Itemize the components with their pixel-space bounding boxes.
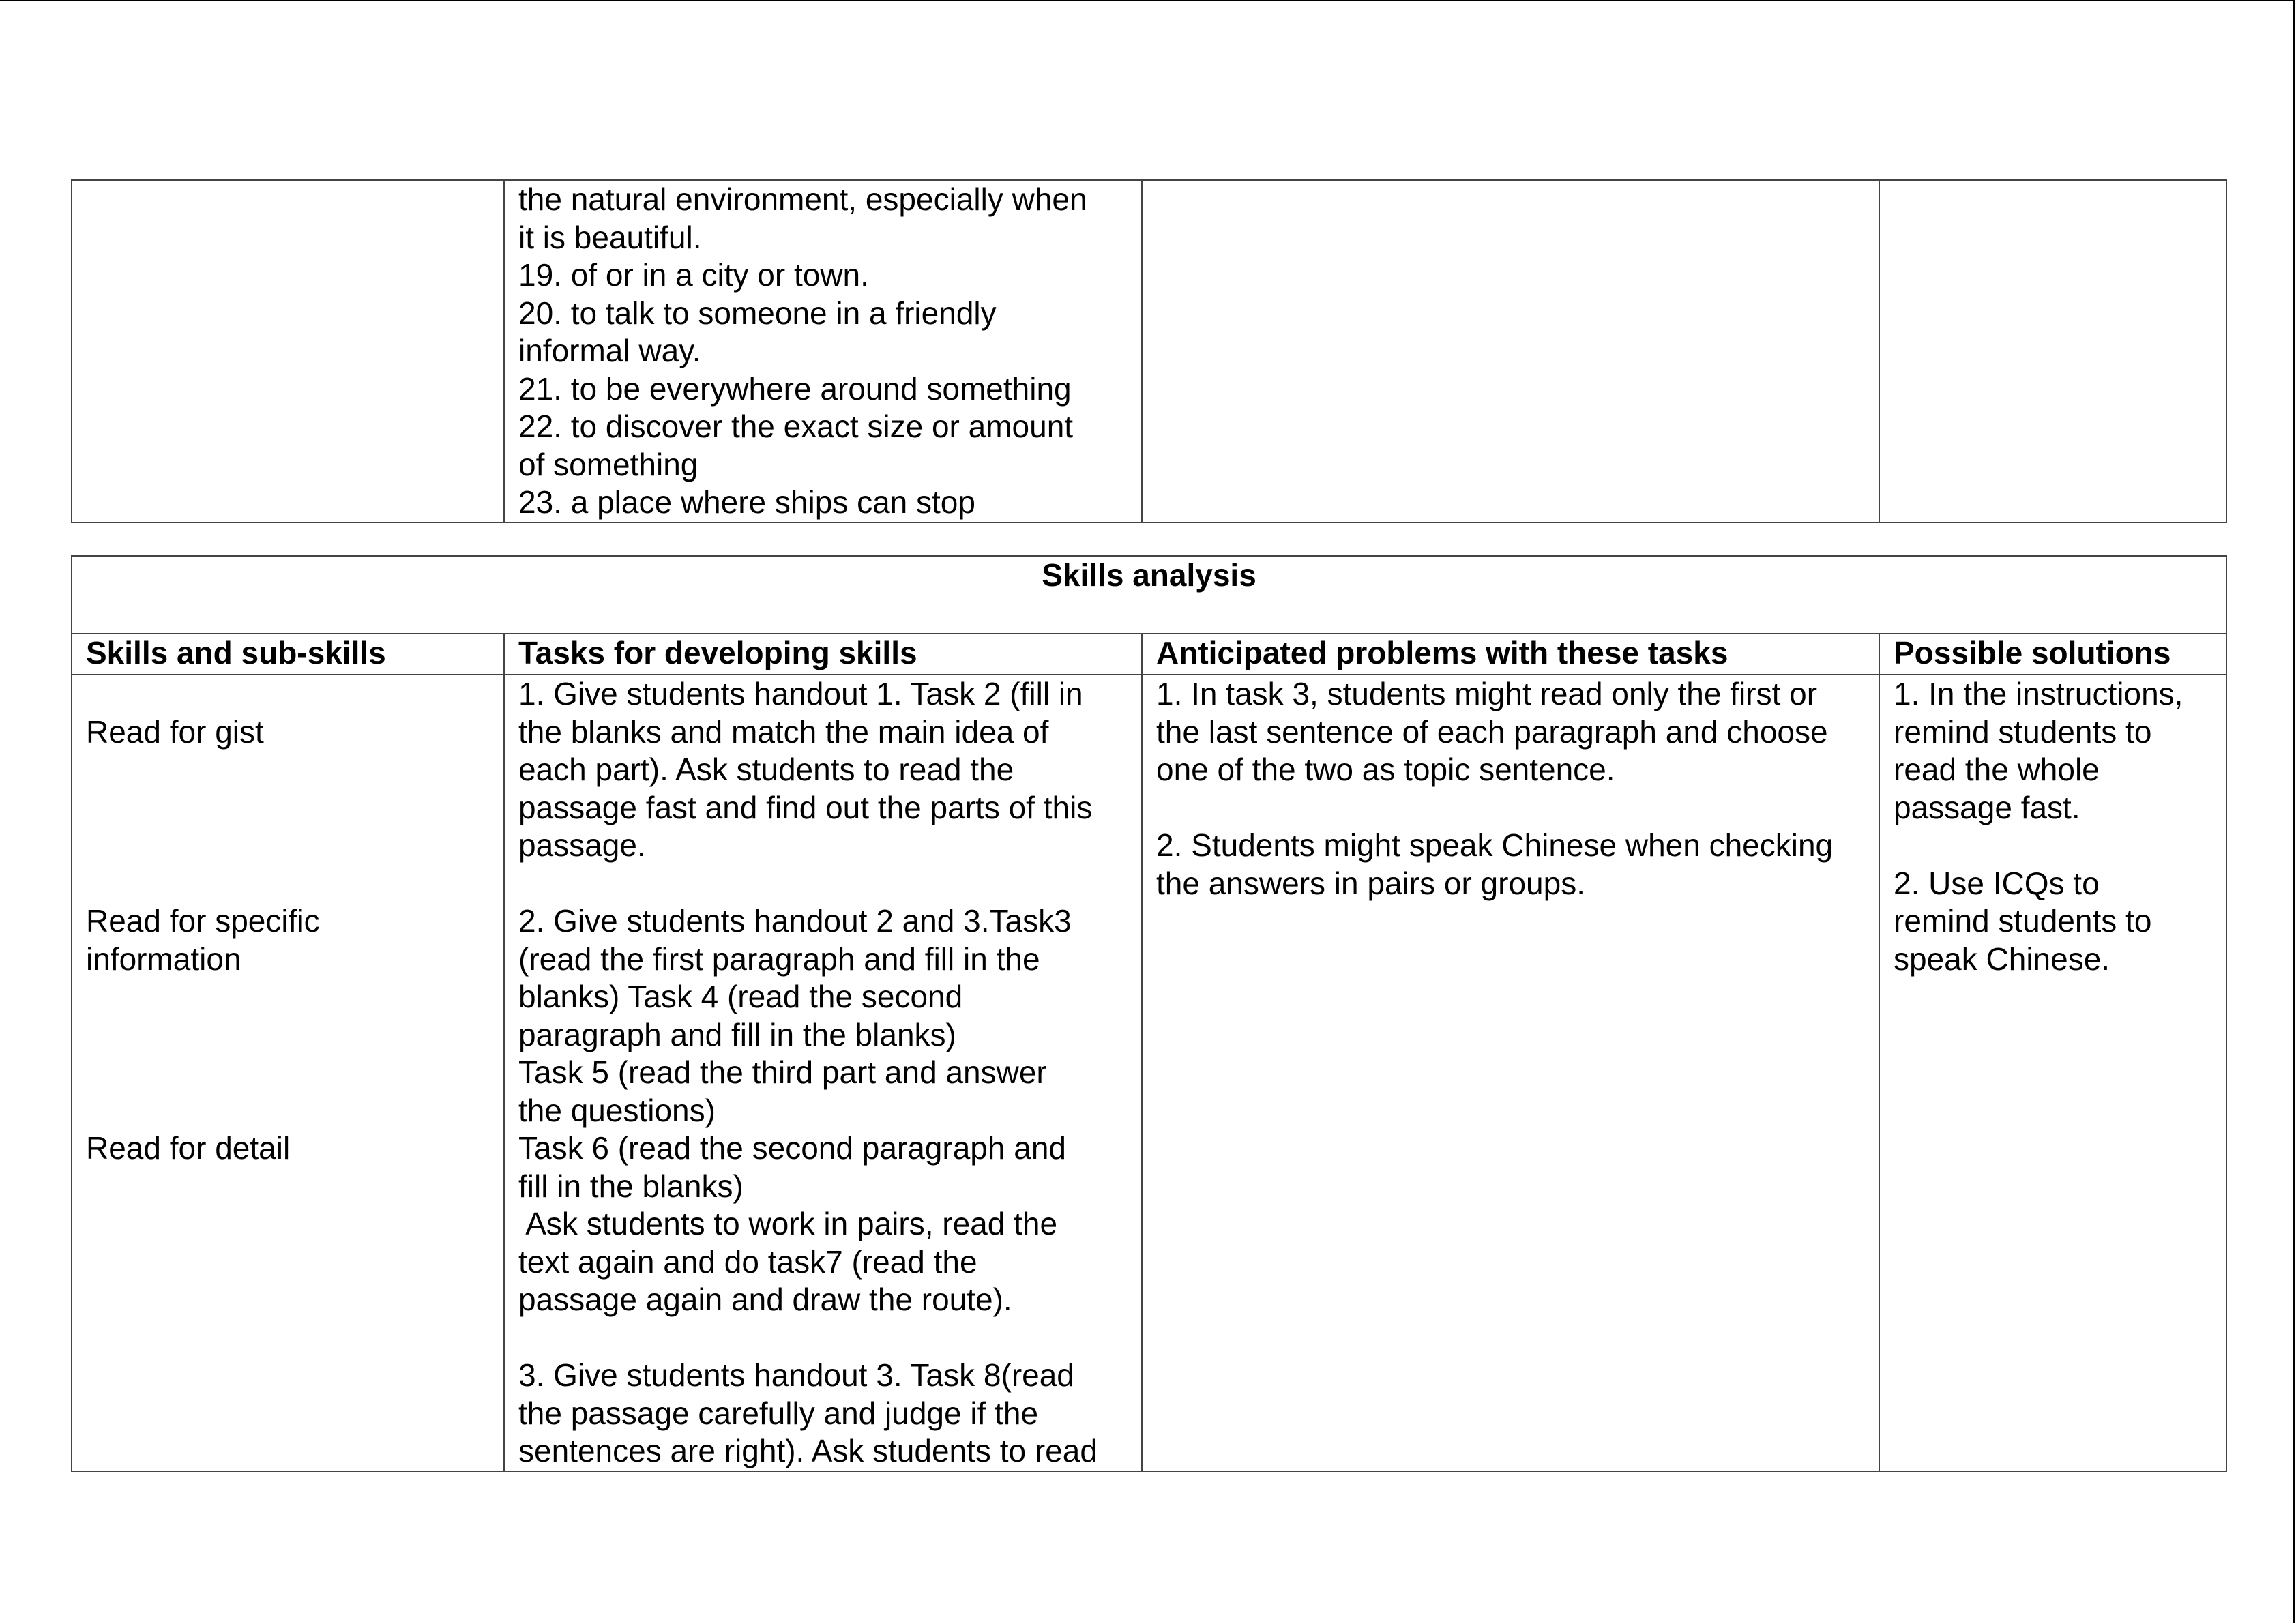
text-line: text again and do task7 (read the bbox=[518, 1243, 977, 1280]
text-line bbox=[86, 1016, 490, 1054]
empty-cell bbox=[72, 180, 504, 522]
problems-cell bbox=[1142, 675, 1879, 1471]
vocabulary-definitions-cell bbox=[504, 180, 1142, 522]
text-line: Read for detail bbox=[86, 1130, 291, 1166]
text-line bbox=[86, 1092, 490, 1130]
text-line: 23. a place where ships can stop bbox=[518, 484, 975, 520]
text-line: passage fast and find out the parts of this bbox=[518, 789, 1093, 825]
text-line: fill in the blanks) bbox=[518, 1168, 744, 1204]
text-line: 2. Use ICQs to bbox=[1894, 865, 2100, 901]
solutions-cell bbox=[1879, 675, 2226, 1471]
text-line: read the whole bbox=[1894, 752, 2100, 787]
text-line: the questions) bbox=[518, 1092, 716, 1128]
skills-cell bbox=[72, 675, 504, 1471]
text-line: speak Chinese. bbox=[1894, 941, 2110, 977]
table-row bbox=[72, 675, 2226, 1471]
empty-cell bbox=[1142, 180, 1879, 522]
table-row bbox=[72, 180, 2226, 522]
text-line: the answers in pairs or groups. bbox=[1156, 865, 1585, 901]
column-header-solutions: Possible solutions bbox=[1879, 634, 2226, 675]
text-line: sentences are right). Ask students to read bbox=[518, 1433, 1098, 1468]
text-line: 1. Give students handout 1. Task 2 (fill in bbox=[518, 676, 1083, 711]
text-line: of something bbox=[518, 446, 698, 482]
table-row bbox=[72, 556, 2226, 634]
text-line bbox=[1894, 827, 2212, 865]
text-line: remind students to bbox=[1894, 713, 2152, 750]
text-line: information bbox=[86, 941, 241, 977]
text-line: Read for specific bbox=[86, 903, 320, 939]
text-line bbox=[86, 1054, 490, 1092]
problems-lines bbox=[1156, 675, 1865, 902]
text-line: 19. of or in a city or town. bbox=[518, 257, 869, 293]
text-line bbox=[518, 865, 1128, 903]
text-line bbox=[86, 751, 490, 789]
vocabulary-continuation-table bbox=[71, 179, 2227, 523]
text-line: 1. In the instructions, bbox=[1894, 676, 2183, 711]
tasks-lines bbox=[518, 675, 1128, 1471]
text-line: paragraph and fill in the blanks) bbox=[518, 1016, 956, 1052]
text-line: 20. to talk to someone in a friendly bbox=[518, 295, 997, 331]
text-line bbox=[86, 865, 490, 903]
text-line bbox=[86, 978, 490, 1016]
skills-lines bbox=[86, 675, 490, 1168]
text-line: 3. Give students handout 3. Task 8(read bbox=[518, 1357, 1074, 1393]
text-line: 22. to discover the exact size or amount bbox=[518, 409, 1074, 444]
text-line: it is beautiful. bbox=[518, 219, 702, 255]
text-line: the natural environment, especially when bbox=[518, 181, 1087, 217]
empty-cell bbox=[1879, 180, 2226, 522]
text-line: Read for gist bbox=[86, 713, 264, 750]
text-line: informal way. bbox=[518, 333, 701, 368]
solutions-lines bbox=[1894, 675, 2212, 978]
text-line: 2. Give students handout 2 and 3.Task3 bbox=[518, 903, 1072, 939]
text-line bbox=[86, 827, 490, 865]
vocabulary-definitions-lines bbox=[518, 181, 1128, 522]
text-line: the last sentence of each paragraph and choose bbox=[1156, 713, 1828, 750]
text-line: the passage carefully and judge if the bbox=[518, 1395, 1039, 1431]
skills-analysis-table bbox=[71, 555, 2227, 1472]
tasks-cell bbox=[504, 675, 1142, 1471]
table-header-row bbox=[72, 634, 2226, 675]
text-line: remind students to bbox=[1894, 903, 2152, 939]
column-header-tasks: Tasks for developing skills bbox=[504, 634, 1142, 675]
text-line: Ask students to work in pairs, read the bbox=[518, 1206, 1058, 1241]
text-line: passage fast. bbox=[1894, 789, 2080, 825]
column-header-problems: Anticipated problems with these tasks bbox=[1142, 634, 1879, 675]
text-line: 2. Students might speak Chinese when checking bbox=[1156, 827, 1834, 863]
text-line: Task 6 (read the second paragraph and bbox=[518, 1130, 1066, 1166]
text-line: one of the two as topic sentence. bbox=[1156, 752, 1615, 787]
text-line: passage again and draw the route). bbox=[518, 1282, 1012, 1317]
text-line bbox=[86, 789, 490, 827]
text-line bbox=[1156, 789, 1865, 827]
text-line: each part). Ask students to read the bbox=[518, 752, 1014, 787]
skills-analysis-title: Skills analysis bbox=[72, 556, 2226, 634]
text-line: 1. In task 3, students might read only the first or bbox=[1156, 676, 1818, 711]
text-line: 21. to be everywhere around something bbox=[518, 370, 1072, 407]
text-line: the blanks and match the main idea of bbox=[518, 713, 1049, 750]
text-line: blanks) Task 4 (read the second bbox=[518, 979, 963, 1014]
column-header-skills: Skills and sub-skills bbox=[72, 634, 504, 675]
text-line: Task 5 (read the third part and answer bbox=[518, 1054, 1047, 1090]
text-line: (read the first paragraph and fill in the bbox=[518, 941, 1040, 977]
text-line bbox=[518, 1319, 1128, 1357]
text-line bbox=[86, 675, 490, 713]
text-line: passage. bbox=[518, 827, 646, 863]
